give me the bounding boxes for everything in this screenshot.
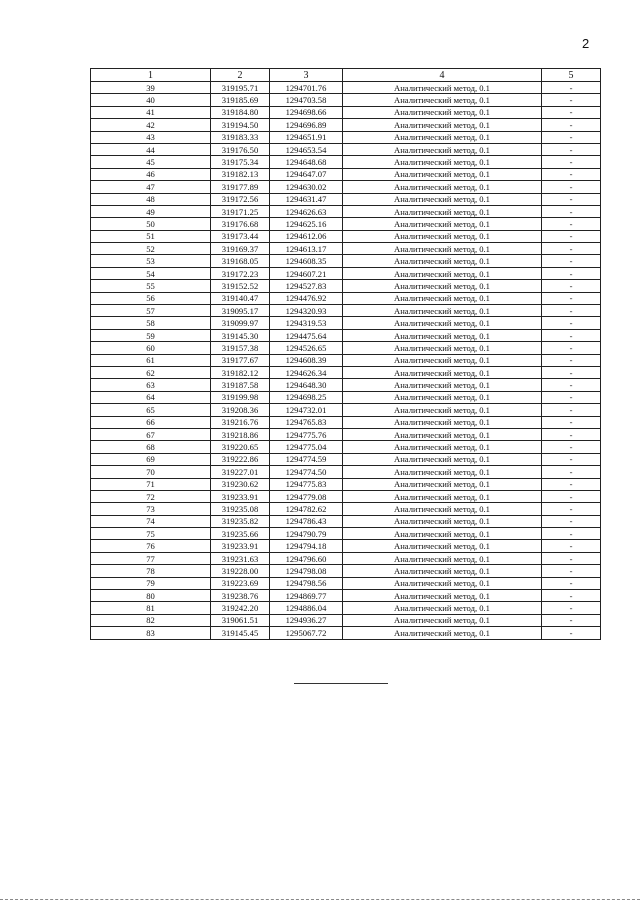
y-coordinate-cell: 1294869.77 [270,590,343,602]
table-row [91,354,601,366]
point-number-cell: 79 [91,577,211,589]
method-accuracy-cell: Аналитический метод, 0.1 [343,602,542,614]
table-row [91,94,601,106]
note-cell: - [542,106,601,118]
method-accuracy-cell: Аналитический метод, 0.1 [343,305,542,317]
y-coordinate-cell: 1294701.76 [270,82,343,94]
table-row [91,391,601,403]
method-accuracy-cell: Аналитический метод, 0.1 [343,280,542,292]
table-row [91,528,601,540]
y-coordinate-cell: 1294698.25 [270,391,343,403]
point-number-cell: 40 [91,94,211,106]
method-accuracy-cell: Аналитический метод, 0.1 [343,131,542,143]
y-coordinate-cell: 1294612.06 [270,230,343,242]
point-number-cell: 61 [91,354,211,366]
point-number-cell: 60 [91,342,211,354]
table-row [91,342,601,354]
point-number-cell: 75 [91,528,211,540]
method-accuracy-cell: Аналитический метод, 0.1 [343,317,542,329]
y-coordinate-cell: 1294936.27 [270,614,343,626]
x-coordinate-cell: 319173.44 [211,230,270,242]
table-row [91,614,601,626]
x-coordinate-cell: 319145.30 [211,329,270,341]
x-coordinate-cell: 319195.71 [211,82,270,94]
point-number-cell: 56 [91,292,211,304]
method-accuracy-cell: Аналитический метод, 0.1 [343,243,542,255]
note-cell: - [542,540,601,552]
table-row [91,255,601,267]
note-cell: - [542,528,601,540]
table-row [91,503,601,515]
y-coordinate-cell: 1294775.04 [270,441,343,453]
note-cell: - [542,366,601,378]
point-number-cell: 82 [91,614,211,626]
x-coordinate-cell: 319168.05 [211,255,270,267]
column-header-1: 1 [91,69,211,82]
method-accuracy-cell: Аналитический метод, 0.1 [343,119,542,131]
table-row [91,267,601,279]
table-row [91,416,601,428]
method-accuracy-cell: Аналитический метод, 0.1 [343,218,542,230]
note-cell: - [542,255,601,267]
point-number-cell: 49 [91,205,211,217]
method-accuracy-cell: Аналитический метод, 0.1 [343,528,542,540]
y-coordinate-cell: 1294626.34 [270,366,343,378]
x-coordinate-cell: 319216.76 [211,416,270,428]
method-accuracy-cell: Аналитический метод, 0.1 [343,366,542,378]
x-coordinate-cell: 319157.38 [211,342,270,354]
x-coordinate-cell: 319185.69 [211,94,270,106]
x-coordinate-cell: 319171.25 [211,205,270,217]
table-row [91,466,601,478]
table-row [91,143,601,155]
y-coordinate-cell: 1294320.93 [270,305,343,317]
method-accuracy-cell: Аналитический метод, 0.1 [343,577,542,589]
method-accuracy-cell: Аналитический метод, 0.1 [343,329,542,341]
note-cell: - [542,515,601,527]
table-row [91,565,601,577]
method-accuracy-cell: Аналитический метод, 0.1 [343,94,542,106]
note-cell: - [542,478,601,490]
point-number-cell: 71 [91,478,211,490]
x-coordinate-cell: 319228.00 [211,565,270,577]
column-header-5: 5 [542,69,601,82]
method-accuracy-cell: Аналитический метод, 0.1 [343,565,542,577]
point-number-cell: 57 [91,305,211,317]
y-coordinate-cell: 1294647.07 [270,168,343,180]
table-row [91,156,601,168]
method-accuracy-cell: Аналитический метод, 0.1 [343,478,542,490]
point-number-cell: 62 [91,366,211,378]
method-accuracy-cell: Аналитический метод, 0.1 [343,627,542,639]
point-number-cell: 50 [91,218,211,230]
y-coordinate-cell: 1295067.72 [270,627,343,639]
table-row [91,292,601,304]
point-number-cell: 47 [91,181,211,193]
note-cell: - [542,565,601,577]
x-coordinate-cell: 319223.69 [211,577,270,589]
y-coordinate-cell: 1294786.43 [270,515,343,527]
point-number-cell: 65 [91,404,211,416]
column-header-4: 4 [343,69,542,82]
x-coordinate-cell: 319172.23 [211,267,270,279]
x-coordinate-cell: 319230.62 [211,478,270,490]
note-cell: - [542,292,601,304]
y-coordinate-cell: 1294782.62 [270,503,343,515]
point-number-cell: 58 [91,317,211,329]
table-row [91,181,601,193]
y-coordinate-cell: 1294653.54 [270,143,343,155]
point-number-cell: 78 [91,565,211,577]
method-accuracy-cell: Аналитический метод, 0.1 [343,404,542,416]
y-coordinate-cell: 1294698.66 [270,106,343,118]
x-coordinate-cell: 319194.50 [211,119,270,131]
x-coordinate-cell: 319175.34 [211,156,270,168]
x-coordinate-cell: 319233.91 [211,540,270,552]
point-number-cell: 68 [91,441,211,453]
method-accuracy-cell: Аналитический метод, 0.1 [343,515,542,527]
y-coordinate-cell: 1294630.02 [270,181,343,193]
table-row [91,119,601,131]
note-cell: - [542,466,601,478]
column-header-3: 3 [270,69,343,82]
note-cell: - [542,441,601,453]
y-coordinate-cell: 1294779.08 [270,490,343,502]
y-coordinate-cell: 1294608.39 [270,354,343,366]
note-cell: - [542,131,601,143]
note-cell: - [542,329,601,341]
method-accuracy-cell: Аналитический метод, 0.1 [343,354,542,366]
table-row [91,552,601,564]
table-row [91,577,601,589]
point-number-cell: 73 [91,503,211,515]
method-accuracy-cell: Аналитический метод, 0.1 [343,428,542,440]
point-number-cell: 51 [91,230,211,242]
y-coordinate-cell: 1294796.60 [270,552,343,564]
table-row [91,453,601,465]
table-row [91,515,601,527]
table-row [91,490,601,502]
x-coordinate-cell: 319231.63 [211,552,270,564]
table-row [91,540,601,552]
x-coordinate-cell: 319172.56 [211,193,270,205]
table-row [91,404,601,416]
method-accuracy-cell: Аналитический метод, 0.1 [343,193,542,205]
method-accuracy-cell: Аналитический метод, 0.1 [343,82,542,94]
note-cell: - [542,94,601,106]
note-cell: - [542,205,601,217]
point-number-cell: 55 [91,280,211,292]
y-coordinate-cell: 1294794.18 [270,540,343,552]
y-coordinate-cell: 1294475.64 [270,329,343,341]
coordinates-table [90,68,601,640]
y-coordinate-cell: 1294526.65 [270,342,343,354]
note-cell: - [542,267,601,279]
table-row [91,280,601,292]
table-header-row [91,69,601,82]
note-cell: - [542,243,601,255]
y-coordinate-cell: 1294775.76 [270,428,343,440]
point-number-cell: 59 [91,329,211,341]
method-accuracy-cell: Аналитический метод, 0.1 [343,143,542,155]
note-cell: - [542,490,601,502]
point-number-cell: 74 [91,515,211,527]
x-coordinate-cell: 319238.76 [211,590,270,602]
x-coordinate-cell: 319140.47 [211,292,270,304]
method-accuracy-cell: Аналитический метод, 0.1 [343,181,542,193]
point-number-cell: 54 [91,267,211,279]
table-row [91,329,601,341]
method-accuracy-cell: Аналитический метод, 0.1 [343,205,542,217]
method-accuracy-cell: Аналитический метод, 0.1 [343,503,542,515]
x-coordinate-cell: 319233.91 [211,490,270,502]
table-row [91,441,601,453]
method-accuracy-cell: Аналитический метод, 0.1 [343,342,542,354]
table-body [91,82,601,640]
method-accuracy-cell: Аналитический метод, 0.1 [343,156,542,168]
table-row [91,230,601,242]
table-row [91,106,601,118]
point-number-cell: 81 [91,602,211,614]
method-accuracy-cell: Аналитический метод, 0.1 [343,292,542,304]
table-row [91,478,601,490]
y-coordinate-cell: 1294886.04 [270,602,343,614]
method-accuracy-cell: Аналитический метод, 0.1 [343,391,542,403]
point-number-cell: 42 [91,119,211,131]
note-cell: - [542,391,601,403]
note-cell: - [542,354,601,366]
y-coordinate-cell: 1294648.68 [270,156,343,168]
x-coordinate-cell: 319218.86 [211,428,270,440]
note-cell: - [542,168,601,180]
point-number-cell: 63 [91,379,211,391]
y-coordinate-cell: 1294613.17 [270,243,343,255]
y-coordinate-cell: 1294527.83 [270,280,343,292]
table-row [91,305,601,317]
x-coordinate-cell: 319095.17 [211,305,270,317]
x-coordinate-cell: 319184.80 [211,106,270,118]
point-number-cell: 76 [91,540,211,552]
note-cell: - [542,404,601,416]
note-cell: - [542,342,601,354]
y-coordinate-cell: 1294790.79 [270,528,343,540]
note-cell: - [542,230,601,242]
note-cell: - [542,218,601,230]
point-number-cell: 48 [91,193,211,205]
x-coordinate-cell: 319176.68 [211,218,270,230]
point-number-cell: 70 [91,466,211,478]
method-accuracy-cell: Аналитический метод, 0.1 [343,552,542,564]
x-coordinate-cell: 319176.50 [211,143,270,155]
x-coordinate-cell: 319099.97 [211,317,270,329]
note-cell: - [542,602,601,614]
table-row [91,218,601,230]
y-coordinate-cell: 1294625.16 [270,218,343,230]
end-separator-line [294,683,388,684]
x-coordinate-cell: 319152.52 [211,280,270,292]
y-coordinate-cell: 1294696.89 [270,119,343,131]
point-number-cell: 53 [91,255,211,267]
x-coordinate-cell: 319182.12 [211,366,270,378]
note-cell: - [542,416,601,428]
table-row [91,317,601,329]
point-number-cell: 66 [91,416,211,428]
method-accuracy-cell: Аналитический метод, 0.1 [343,453,542,465]
point-number-cell: 52 [91,243,211,255]
y-coordinate-cell: 1294774.59 [270,453,343,465]
y-coordinate-cell: 1294476.92 [270,292,343,304]
table-row [91,243,601,255]
method-accuracy-cell: Аналитический метод, 0.1 [343,168,542,180]
y-coordinate-cell: 1294626.63 [270,205,343,217]
x-coordinate-cell: 319235.66 [211,528,270,540]
point-number-cell: 83 [91,627,211,639]
x-coordinate-cell: 319199.98 [211,391,270,403]
note-cell: - [542,379,601,391]
note-cell: - [542,627,601,639]
x-coordinate-cell: 319208.36 [211,404,270,416]
x-coordinate-cell: 319061.51 [211,614,270,626]
note-cell: - [542,305,601,317]
method-accuracy-cell: Аналитический метод, 0.1 [343,540,542,552]
y-coordinate-cell: 1294703.58 [270,94,343,106]
table-row [91,379,601,391]
table-row [91,82,601,94]
point-number-cell: 41 [91,106,211,118]
table-row [91,193,601,205]
point-number-cell: 69 [91,453,211,465]
note-cell: - [542,503,601,515]
y-coordinate-cell: 1294648.30 [270,379,343,391]
note-cell: - [542,428,601,440]
note-cell: - [542,577,601,589]
method-accuracy-cell: Аналитический метод, 0.1 [343,590,542,602]
y-coordinate-cell: 1294732.01 [270,404,343,416]
note-cell: - [542,119,601,131]
x-coordinate-cell: 319183.33 [211,131,270,143]
x-coordinate-cell: 319187.58 [211,379,270,391]
note-cell: - [542,156,601,168]
note-cell: - [542,317,601,329]
method-accuracy-cell: Аналитический метод, 0.1 [343,416,542,428]
method-accuracy-cell: Аналитический метод, 0.1 [343,466,542,478]
note-cell: - [542,552,601,564]
x-coordinate-cell: 319222.86 [211,453,270,465]
note-cell: - [542,590,601,602]
method-accuracy-cell: Аналитический метод, 0.1 [343,106,542,118]
point-number-cell: 46 [91,168,211,180]
x-coordinate-cell: 319145.45 [211,627,270,639]
y-coordinate-cell: 1294775.83 [270,478,343,490]
y-coordinate-cell: 1294319.53 [270,317,343,329]
point-number-cell: 64 [91,391,211,403]
table-row [91,627,601,639]
y-coordinate-cell: 1294607.21 [270,267,343,279]
y-coordinate-cell: 1294798.08 [270,565,343,577]
method-accuracy-cell: Аналитический метод, 0.1 [343,379,542,391]
table-row [91,168,601,180]
point-number-cell: 39 [91,82,211,94]
method-accuracy-cell: Аналитический метод, 0.1 [343,267,542,279]
page-bottom-edge [0,899,640,900]
point-number-cell: 67 [91,428,211,440]
x-coordinate-cell: 319182.13 [211,168,270,180]
method-accuracy-cell: Аналитический метод, 0.1 [343,230,542,242]
point-number-cell: 77 [91,552,211,564]
note-cell: - [542,181,601,193]
x-coordinate-cell: 319235.82 [211,515,270,527]
note-cell: - [542,453,601,465]
table-row [91,131,601,143]
x-coordinate-cell: 319242.20 [211,602,270,614]
method-accuracy-cell: Аналитический метод, 0.1 [343,255,542,267]
note-cell: - [542,280,601,292]
x-coordinate-cell: 319169.37 [211,243,270,255]
method-accuracy-cell: Аналитический метод, 0.1 [343,490,542,502]
x-coordinate-cell: 319220.65 [211,441,270,453]
table-row [91,205,601,217]
x-coordinate-cell: 319177.67 [211,354,270,366]
page-number: 2 [582,36,590,51]
point-number-cell: 72 [91,490,211,502]
y-coordinate-cell: 1294774.50 [270,466,343,478]
note-cell: - [542,193,601,205]
point-number-cell: 80 [91,590,211,602]
note-cell: - [542,143,601,155]
x-coordinate-cell: 319177.89 [211,181,270,193]
point-number-cell: 45 [91,156,211,168]
note-cell: - [542,614,601,626]
y-coordinate-cell: 1294608.35 [270,255,343,267]
y-coordinate-cell: 1294651.91 [270,131,343,143]
y-coordinate-cell: 1294631.47 [270,193,343,205]
y-coordinate-cell: 1294798.56 [270,577,343,589]
point-number-cell: 43 [91,131,211,143]
table-row [91,602,601,614]
method-accuracy-cell: Аналитический метод, 0.1 [343,614,542,626]
method-accuracy-cell: Аналитический метод, 0.1 [343,441,542,453]
column-header-2: 2 [211,69,270,82]
x-coordinate-cell: 319235.08 [211,503,270,515]
table-row [91,428,601,440]
x-coordinate-cell: 319227.01 [211,466,270,478]
y-coordinate-cell: 1294765.83 [270,416,343,428]
point-number-cell: 44 [91,143,211,155]
table-row [91,590,601,602]
note-cell: - [542,82,601,94]
table-row [91,366,601,378]
